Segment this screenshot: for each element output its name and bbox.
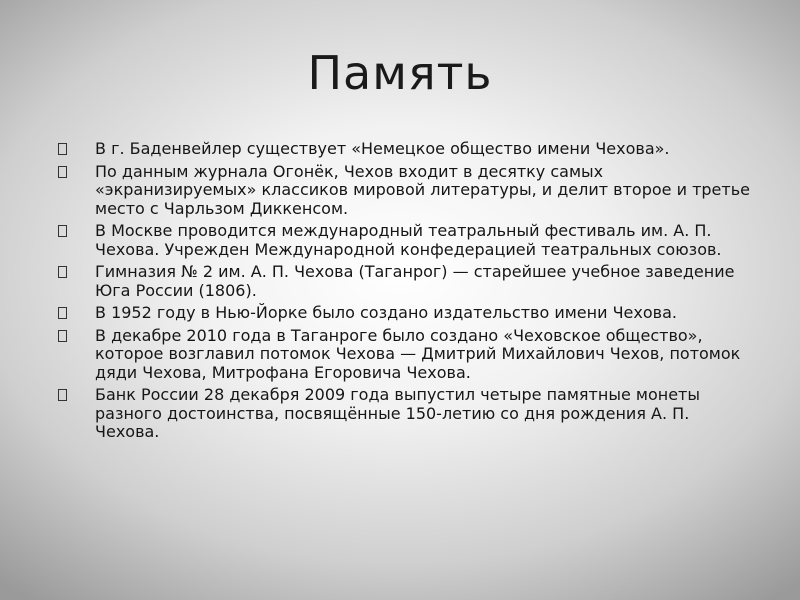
bullet-box-icon [58,330,67,342]
bullet-text: В декабре 2010 года в Таганроге было создано «Чеховское общество», которое возглавил потомок Чехова — Дмитрий Михайлович Чехов, потомок дяди Чехова, Митрофана Егоровича Чехова. [95,325,741,382]
bullet-box-icon [58,166,67,178]
bullet-text: В 1952 году в Нью-Йорке было создано издательство имени Чехова. [95,303,677,322]
list-item [58,222,758,259]
list-item [58,163,758,219]
list-item [58,140,758,159]
bullet-list [58,140,758,446]
list-item [58,263,758,300]
bullet-text: В Москве проводится международный театральный фестиваль им. А. П. Чехова. Учрежден Международной конфедерацией театральных союзов. [95,221,722,259]
list-item [58,327,758,383]
bullet-box-icon [58,143,67,155]
bullet-text: Банк России 28 декабря 2009 года выпустил четыре памятные монеты разного достоинства, посвящённые 150-летию со дня рождения А. П. Чехова. [95,385,700,441]
bullet-box-icon [58,307,67,319]
bullet-text: Гимназия № 2 им. А. П. Чехова (Таганрог) — старейшее учебное заведение Юга России (1806). [95,262,735,300]
list-item [58,304,758,323]
bullet-box-icon [58,389,67,401]
bullet-box-icon [58,225,67,237]
slide-title: Память [307,46,493,100]
bullet-text: В г. Баденвейлер существует «Немецкое общество имени Чехова». [95,139,670,158]
bullet-box-icon [58,266,67,278]
list-item [58,386,758,442]
bullet-text: По данным журнала Огонёк, Чехов входит в десятку самых «экранизируемых» классиков мировой литературы, и делит второе и третье место с Чарльзом Диккенсом. [95,161,750,218]
